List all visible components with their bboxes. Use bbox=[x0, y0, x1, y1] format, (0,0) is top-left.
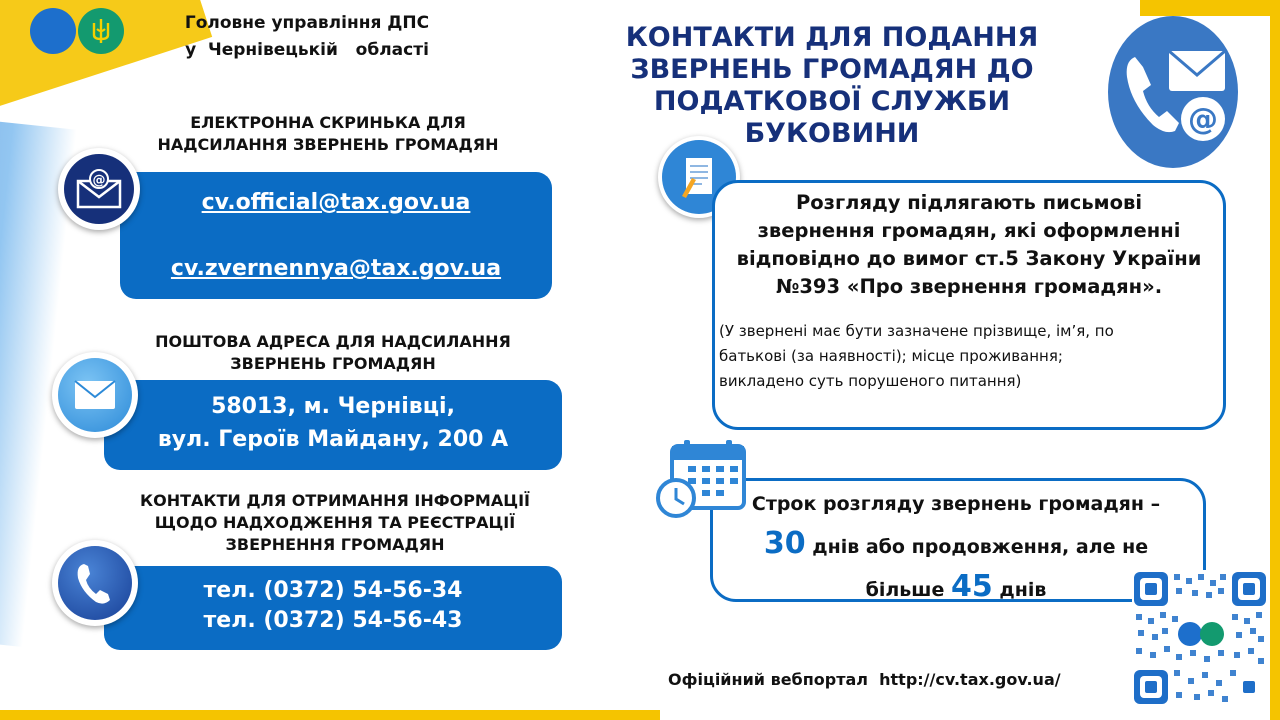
envelope-icon bbox=[52, 352, 138, 438]
title-line-2: ЗВЕРНЕНЬ ГРОМАДЯН ДО bbox=[630, 54, 1034, 85]
title-line-1: КОНТАКТИ ДЛЯ ПОДАННЯ bbox=[625, 22, 1039, 53]
rules-main-line-1: Розгляду підлягають письмові bbox=[795, 191, 1143, 214]
decor-yellow-stripe-right bbox=[1270, 0, 1280, 720]
email-section-heading bbox=[118, 112, 538, 156]
phone-number-1[interactable]: тел. (0372) 54-56-34 bbox=[203, 578, 463, 603]
term-line-3-pre: більше bbox=[865, 579, 945, 601]
term-days-45: 45 bbox=[951, 569, 993, 604]
phone-icon bbox=[52, 540, 138, 626]
term-line-1: Строк розгляду звернень громадян – bbox=[751, 493, 1161, 515]
address-line-2: вул. Героїв Майдану, 200 А bbox=[157, 427, 509, 452]
page-title bbox=[562, 22, 1102, 150]
rules-note bbox=[719, 319, 1219, 394]
term-days-30: 30 bbox=[763, 526, 806, 561]
phone-heading-line-1: КОНТАКТИ ДЛЯ ОТРИМАННЯ ІНФОРМАЦІЇ bbox=[140, 491, 530, 510]
rules-note-line-3: викладено суть порушеного питання) bbox=[719, 372, 1022, 390]
portal-label: Офіційний вебпортал bbox=[668, 670, 880, 689]
qr-code[interactable] bbox=[1132, 570, 1268, 706]
rules-note-line-1: (У звернені має бути зазначене прізвище, ім’я, по bbox=[719, 322, 1114, 340]
trident-logo-icon bbox=[78, 8, 124, 54]
rules-main-line-3: відповідно до вимог ст.5 Закону України bbox=[736, 247, 1202, 270]
term-line-2-text: днів або продовження, але не bbox=[812, 536, 1149, 558]
email-box bbox=[120, 172, 552, 299]
phone-heading-line-2: ЩОДО НАДХОДЖЕННЯ ТА РЕЄСТРАЦІЇ bbox=[154, 513, 516, 532]
phone-section-heading bbox=[100, 490, 570, 556]
portal-url-link[interactable]: http://cv.tax.gov.ua/ bbox=[879, 670, 1061, 689]
phone-number-2[interactable]: тел. (0372) 54-56-43 bbox=[203, 608, 463, 633]
decor-yellow-stripe-bottom bbox=[0, 710, 660, 720]
org-line-1: Головне управління ДПС bbox=[184, 13, 430, 33]
term-line-3-post: днів bbox=[999, 579, 1047, 601]
email-heading-line-1: ЕЛЕКТРОННА СКРИНЬКА ДЛЯ bbox=[190, 113, 466, 132]
post-heading-line-2: ЗВЕРНЕНЬ ГРОМАДЯН bbox=[230, 354, 436, 373]
organization-name bbox=[152, 10, 462, 64]
title-line-3: ПОДАТКОВОЇ СЛУЖБИ БУКОВИНИ bbox=[653, 86, 1011, 149]
email-link-zvernennya[interactable]: cv.zvernennya@tax.gov.ua bbox=[170, 256, 502, 281]
rules-box bbox=[712, 180, 1226, 430]
post-section-heading bbox=[118, 331, 548, 375]
svg-text:@: @ bbox=[1188, 102, 1218, 137]
decor-yellow-stripe-top-right bbox=[1140, 0, 1280, 16]
term-text bbox=[716, 484, 1196, 610]
phone-mail-at-icon bbox=[1108, 16, 1238, 168]
phone-heading-line-3: ЗВЕРНЕННЯ ГРОМАДЯН bbox=[225, 535, 445, 554]
email-link-official[interactable]: cv.official@tax.gov.ua bbox=[201, 190, 471, 215]
post-heading-line-1: ПОШТОВА АДРЕСА ДЛЯ НАДСИЛАННЯ bbox=[155, 332, 511, 351]
rules-note-line-2: батькові (за наявності); місце проживання; bbox=[719, 347, 1063, 365]
phone-box bbox=[104, 566, 562, 650]
rules-main-line-2: звернення громадян, які оформленні bbox=[757, 219, 1181, 242]
address-box bbox=[104, 380, 562, 470]
rules-main-line-4: №393 «Про звернення громадян». bbox=[775, 275, 1163, 298]
footer-portal bbox=[668, 670, 1061, 689]
svg-text:@: @ bbox=[92, 173, 106, 188]
at-envelope-icon bbox=[58, 148, 140, 230]
email-heading-line-2: НАДСИЛАННЯ ЗВЕРНЕНЬ ГРОМАДЯН bbox=[157, 135, 499, 154]
address-line-1: 58013, м. Чернівці, bbox=[211, 394, 455, 419]
org-line-2: у Чернівецькій області bbox=[185, 40, 429, 60]
rules-main-text bbox=[715, 189, 1223, 301]
term-line-3 bbox=[716, 567, 1196, 610]
logo-blue-circle bbox=[30, 8, 76, 54]
term-line-2 bbox=[716, 524, 1196, 567]
